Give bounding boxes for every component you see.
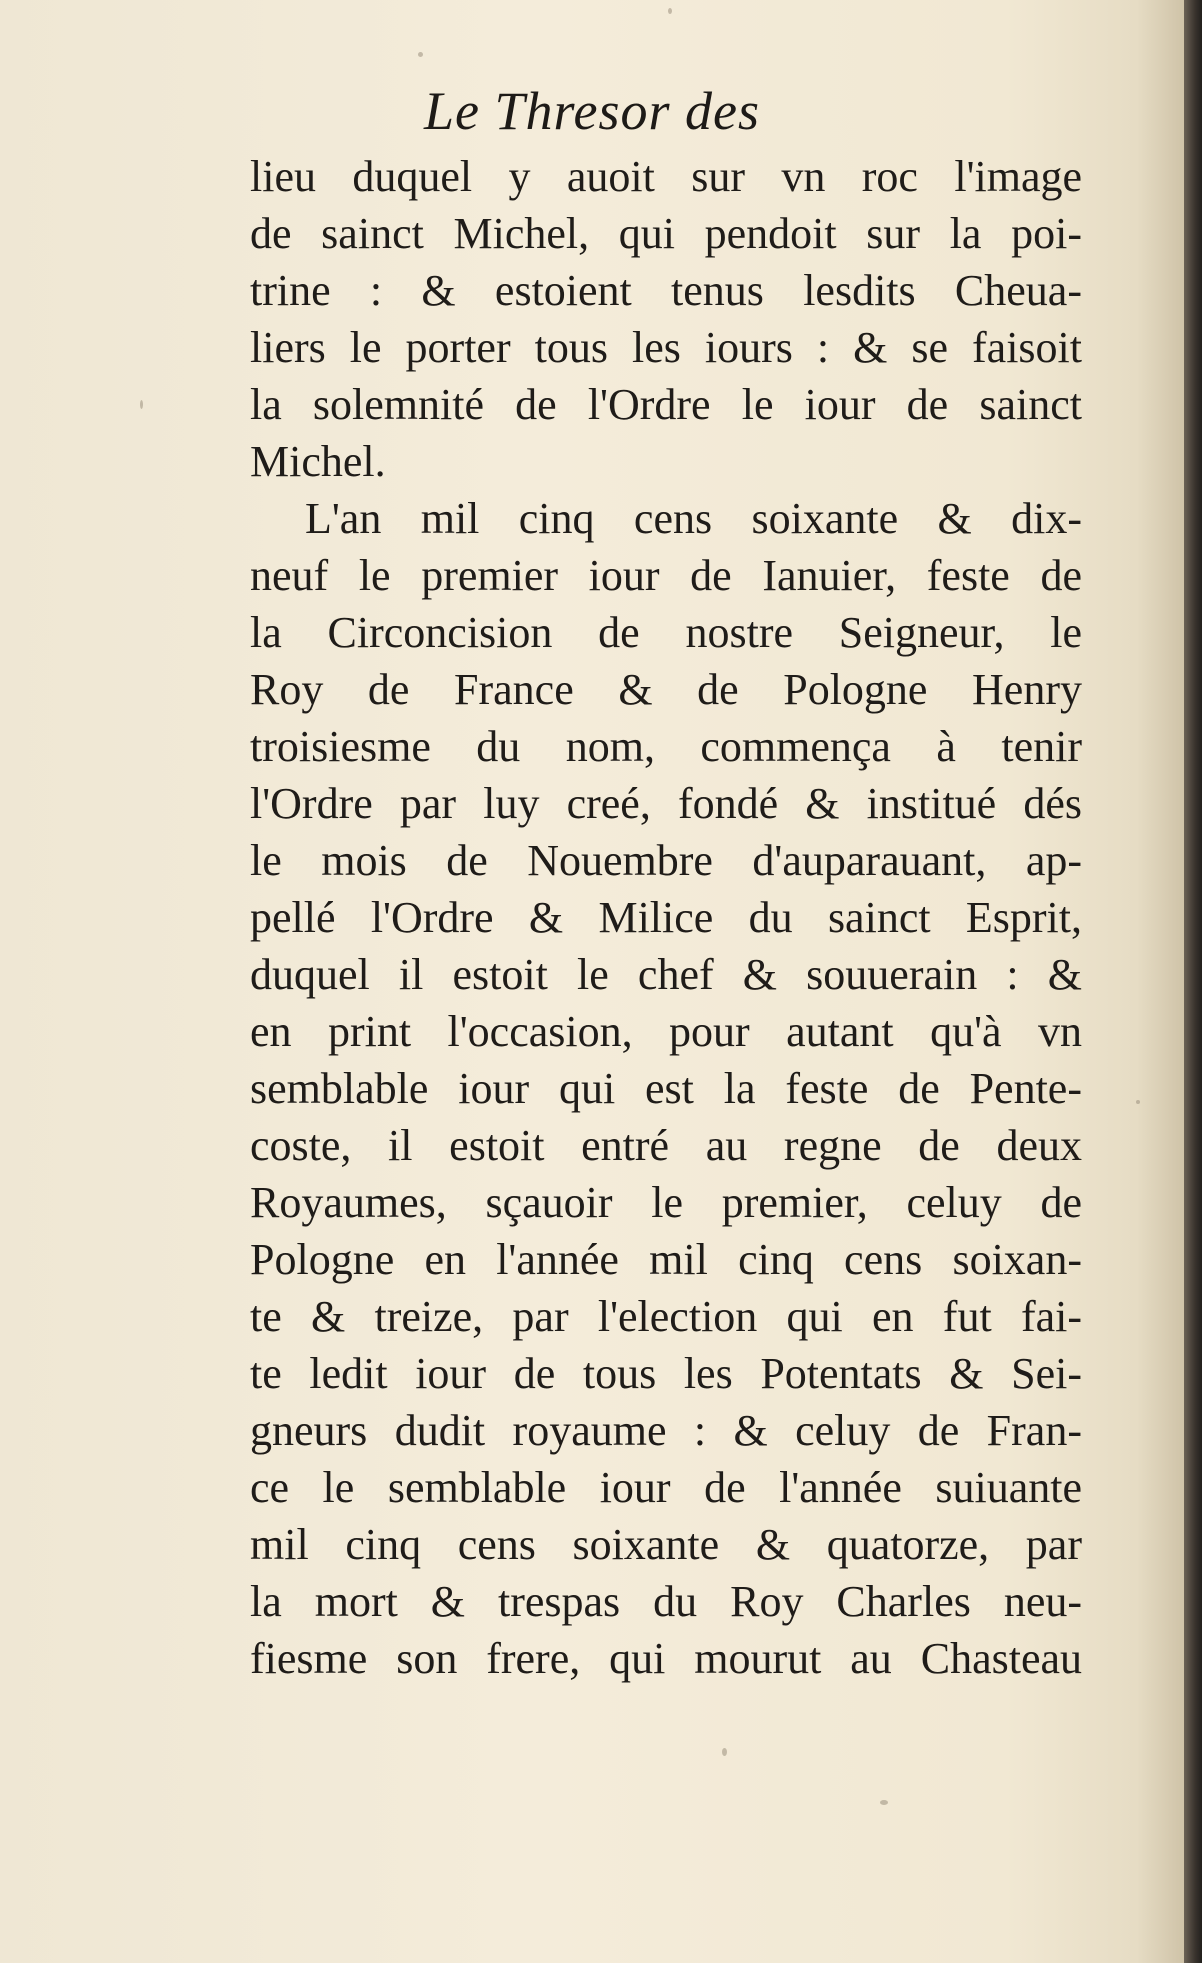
text-line: troisiesme du nom, commença à tenir (250, 722, 1082, 771)
text-line: Pologne en l'année mil cinq cens soixan- (250, 1235, 1082, 1284)
text-line: en print l'occasion, pour autant qu'à vn (250, 1007, 1082, 1056)
text-line: fiesme son frere, qui mourut au Chasteau (250, 1634, 1082, 1683)
text-line: la Circoncision de nostre Seigneur, le (250, 608, 1082, 657)
paper-speck (722, 1748, 727, 1756)
text-line: la solemnité de l'Ordre le iour de sainct (250, 380, 1082, 429)
paper-speck (668, 8, 672, 14)
text-line: mil cinq cens soixante & quatorze, par (250, 1520, 1082, 1569)
text-line: l'Ordre par luy creé, fondé & institué dés (250, 779, 1082, 828)
text-line: ce le semblable iour de l'année suiuante (250, 1463, 1082, 1512)
text-line: Royaumes, sçauoir le premier, celuy de (250, 1178, 1082, 1227)
text-line: gneurs dudit royaume : & celuy de Fran- (250, 1406, 1082, 1455)
text-line: Roy de France & de Pologne Henry (250, 665, 1082, 714)
book-spine-edge (1184, 0, 1202, 1963)
text-line: te & treize, par l'election qui en fut fai- (250, 1292, 1082, 1341)
text-line: pellé l'Ordre & Milice du sainct Esprit, (250, 893, 1082, 942)
paper-speck (880, 1800, 888, 1805)
body-text (250, 148, 1082, 1687)
paper-speck (418, 52, 423, 57)
text-line: L'an mil cinq cens soixante & dix- (305, 494, 1082, 543)
running-head: Le Thresor des (423, 81, 761, 141)
text-line: lieu duquel y auoit sur vn roc l'image (250, 152, 1082, 201)
text-line: le mois de Nouembre d'auparauant, ap- (250, 836, 1082, 885)
text-line: liers le porter tous les iours : & se faisoit (250, 323, 1082, 372)
text-line: te ledit iour de tous les Potentats & Sei- (250, 1349, 1082, 1398)
text-line: la mort & trespas du Roy Charles neu- (250, 1577, 1082, 1626)
text-line: neuf le premier iour de Ianuier, feste de (250, 551, 1082, 600)
text-line: semblable iour qui est la feste de Pente- (250, 1064, 1082, 1113)
text-line: de sainct Michel, qui pendoit sur la poi- (250, 209, 1082, 258)
text-line: coste, il estoit entré au regne de deux (250, 1121, 1082, 1170)
paper-speck (140, 400, 143, 409)
text-line: trine : & estoient tenus lesdits Cheua- (250, 266, 1082, 315)
text-line: Michel. (250, 437, 386, 486)
text-line: duquel il estoit le chef & souuerain : & (250, 950, 1082, 999)
paper-speck (1136, 1100, 1140, 1104)
